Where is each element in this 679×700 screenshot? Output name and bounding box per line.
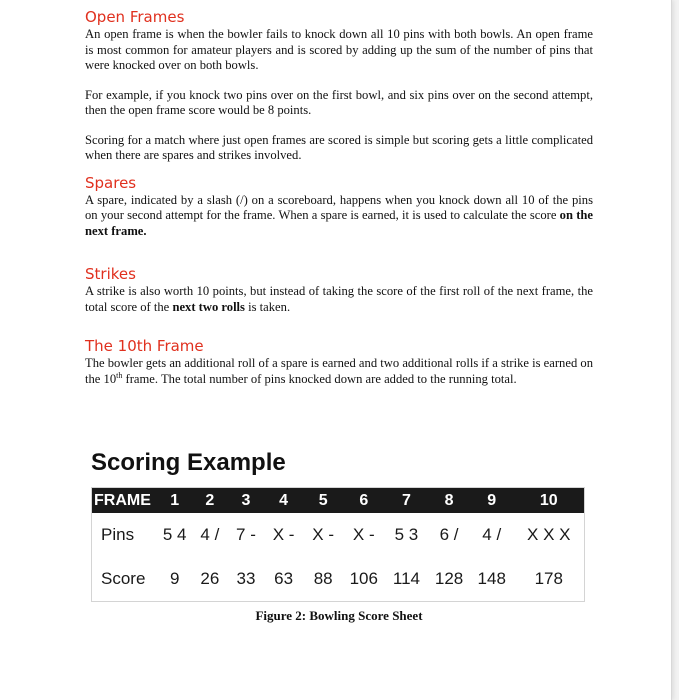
score-cell: 128 [434,569,464,588]
figure-caption: Figure 2: Bowling Score Sheet [255,608,423,623]
bowling-score-table [91,487,585,602]
open-frames-paragraph-2: For example, if you knock two pins over on the first bowl, and six pins over on the second attempt, then the open frame score would be 8 points. [85,87,593,117]
open-frames-paragraph-3: Scoring for a match where just open frames are scored is simple but scoring gets a little complicated when there are spares and strikes involved. [85,132,593,162]
frame-number: 4 [264,488,304,514]
frame-number: 3 [228,488,264,514]
document-content [85,8,593,387]
frame-number: 1 [158,488,192,514]
frame-number: 9 [470,488,514,514]
pins-cell: X - [272,525,295,544]
heading-open-frames: Open Frames [85,8,185,26]
strikes-text-end: is taken. [244,299,291,314]
score-cell: 9 [169,569,180,588]
score-label: Score [101,569,146,588]
spares-paragraph [85,193,593,240]
tenth-frame-paragraph [85,356,593,387]
spares-bold-text: on the next frame. [85,208,594,238]
pins-cell: 7 - [236,525,256,544]
pins-cell: 5 3 [394,525,419,544]
pins-label: Pins [101,525,135,544]
pins-cell: X - [312,525,335,544]
tenth-frame-text-end: frame. The total number of pins knocked down are added to the running total. [122,371,517,386]
heading-spares: Spares [85,173,137,192]
frame-number: 2 [192,488,229,514]
frame-number: 6 [343,488,385,514]
score-cell: 114 [392,569,420,588]
frame-number: 5 [303,488,343,514]
frame-header-label: FRAME [92,488,158,514]
tenth-frame-superscript: th [116,370,123,380]
scoring-example-title: Scoring Example [91,449,286,476]
pins-cell: 4 / [200,525,220,544]
score-cell: 63 [274,569,294,588]
open-frames-paragraph-1: An open frame is when the bowler fails to knock down all 10 pins with both bowls. An open frame is most common for amateur players and is scored by adding up the sum of the number of pins that were knocked over on both bowls. [85,27,593,72]
pins-cell: X X X [527,525,571,544]
pins-row [92,513,585,557]
spares-text: A spare, indicated by a slash (/) on a scoreboard, happens when you knock down all 10 of the pins on your second attempt for the frame. When a spare is earned, it is used to calculate the score [85,192,593,222]
heading-tenth-frame: The 10th Frame [85,337,204,355]
pins-cell: X - [352,525,375,544]
score-cell: 26 [200,569,220,588]
strikes-paragraph [85,284,593,315]
pins-cell: 4 / [482,525,502,544]
frame-number: 8 [428,488,470,514]
pins-cell: 5 4 [162,525,187,544]
frame-number: 7 [385,488,429,514]
score-cell: 148 [477,569,506,588]
score-row [92,557,585,602]
score-cell: 178 [534,569,563,588]
strikes-bold-text: next two rolls [172,299,245,314]
heading-strikes: Strikes [85,265,136,283]
tenth-frame-text: The bowler gets an additional roll of a spare is earned and two additional rolls if a strike is earned on the 10 [85,356,593,386]
score-cell: 88 [313,569,333,588]
score-cell: 106 [349,569,378,588]
score-cell: 33 [236,569,256,588]
frame-header-row [92,488,585,514]
pins-cell: 6 / [439,525,459,544]
frame-number: 10 [514,488,585,514]
strikes-text: A strike is also worth 10 points, but instead of taking the score of the first roll of the next frame, the total score of the [85,284,593,314]
